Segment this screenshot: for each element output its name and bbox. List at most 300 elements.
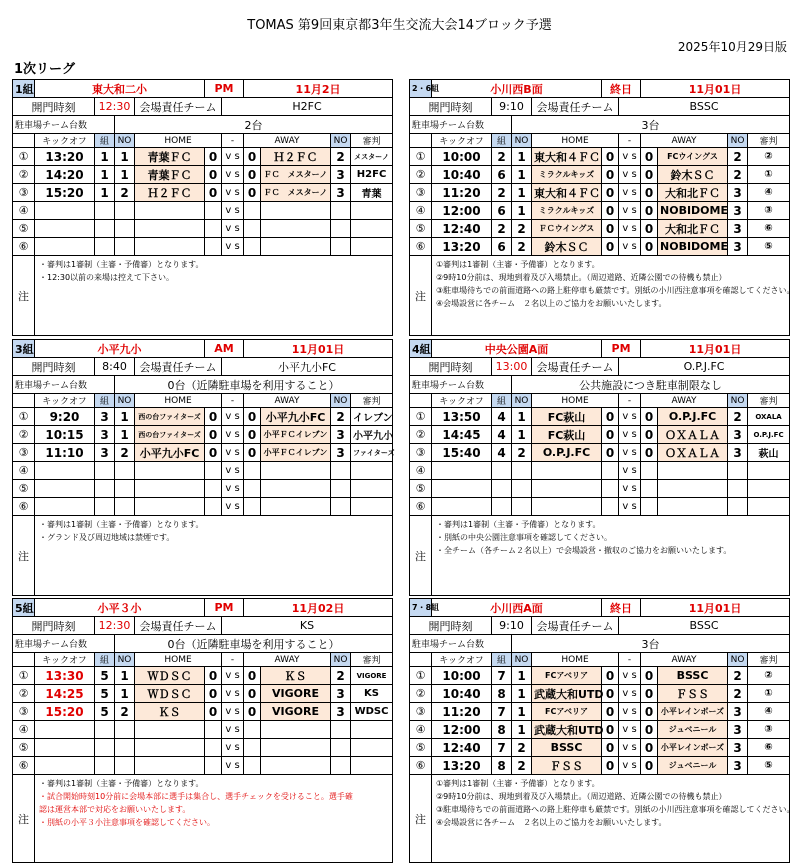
col-header-blank <box>13 653 35 667</box>
vs-separator: v s <box>222 685 244 703</box>
home-team-no: 2 <box>512 739 532 757</box>
referee-team <box>748 462 790 480</box>
round-number: ⑥ <box>13 498 35 516</box>
col-header-dash: - <box>619 653 641 667</box>
away-score <box>244 220 261 238</box>
away-team <box>658 462 728 480</box>
col-header-home: HOME <box>135 653 222 667</box>
away-team <box>261 238 331 256</box>
referee-team: ③ <box>748 202 790 220</box>
away-team-no: 3 <box>331 184 351 202</box>
open-time-label: 開門時刻 <box>13 358 95 376</box>
group-number: 8 <box>492 685 512 703</box>
parking-label: 駐車場チーム台数 <box>410 116 512 134</box>
home-score <box>205 721 222 739</box>
referee-team: ① <box>748 166 790 184</box>
match-row <box>410 238 790 256</box>
vs-separator: v s <box>222 166 244 184</box>
col-header-home: HOME <box>532 394 619 408</box>
round-number: ⑤ <box>410 739 432 757</box>
home-team: 武蔵大和UTD <box>532 721 602 739</box>
referee-team <box>351 480 393 498</box>
home-team: O.P.J.FC <box>532 444 602 462</box>
away-team: VIGORE <box>261 685 331 703</box>
home-score: 0 <box>602 408 619 426</box>
col-header-away-no: NO <box>331 134 351 148</box>
home-team: 小平九小FC <box>135 444 205 462</box>
group-label: 2・6組 <box>410 80 432 98</box>
parking-value: 2台 <box>115 116 393 134</box>
note-line: ・試合開始時刻10分前に会場本部に選手は集合し、選手チェックを受けること。選手確 <box>39 792 353 801</box>
col-header-home: HOME <box>135 394 222 408</box>
round-number: ⑥ <box>13 757 35 775</box>
match-date: 11月01日 <box>641 340 790 358</box>
col-header-away: AWAY <box>641 134 728 148</box>
open-time-label: 開門時刻 <box>13 98 95 116</box>
away-team-no: 3 <box>331 426 351 444</box>
home-team-no <box>115 721 135 739</box>
round-number: ② <box>410 685 432 703</box>
open-time-value: 8:40 <box>95 358 135 376</box>
kickoff-time: 10:15 <box>35 426 95 444</box>
home-team-no <box>115 739 135 757</box>
away-team: 大和北ＦＣ <box>658 220 728 238</box>
match-row <box>410 444 790 462</box>
away-team-no: 2 <box>728 166 748 184</box>
referee-team <box>351 757 393 775</box>
match-date: 11月01日 <box>641 80 790 98</box>
venue-name: 中央公園A面 <box>432 340 602 358</box>
notes <box>432 256 795 336</box>
referee-team: ③ <box>748 721 790 739</box>
away-team <box>261 757 331 775</box>
kickoff-time: 10:00 <box>432 667 492 685</box>
round-number: ⑥ <box>410 757 432 775</box>
home-team-no <box>115 238 135 256</box>
match-row <box>410 739 790 757</box>
notes-label: 注 <box>410 256 432 336</box>
away-team: Ｈ２ＦＣ <box>261 148 331 166</box>
referee-team: ⑤ <box>748 757 790 775</box>
parking-value: 0台（近隣駐車場を利用すること） <box>115 376 393 394</box>
col-header-away-no: NO <box>728 394 748 408</box>
vs-separator: v s <box>619 426 641 444</box>
col-header-away-no: NO <box>331 653 351 667</box>
away-score: 0 <box>641 148 658 166</box>
home-score: 0 <box>602 757 619 775</box>
note-line: ・別紙の中央公園注意事項を確認してください。 <box>436 533 612 542</box>
kickoff-time: 11:20 <box>432 184 492 202</box>
group-number <box>95 498 115 516</box>
match-row <box>410 184 790 202</box>
away-team-no: 3 <box>728 721 748 739</box>
match-row <box>13 238 393 256</box>
home-team <box>135 498 205 516</box>
round-number: ① <box>13 408 35 426</box>
home-team: 西の台ファイターズ <box>135 408 205 426</box>
kickoff-time: 9:20 <box>35 408 95 426</box>
away-team-no: 2 <box>331 408 351 426</box>
open-time-label: 開門時刻 <box>410 617 492 635</box>
group-number: 5 <box>95 667 115 685</box>
vs-separator: v s <box>619 721 641 739</box>
notes <box>432 516 790 596</box>
manager-team-label: 会場責任チーム <box>135 617 222 635</box>
home-score: 0 <box>205 667 222 685</box>
match-date: 11月01日 <box>244 340 393 358</box>
away-team-no: 2 <box>331 667 351 685</box>
notes <box>35 516 393 596</box>
vs-separator: v s <box>619 480 641 498</box>
home-team-no: 1 <box>115 148 135 166</box>
home-team-no: 1 <box>115 166 135 184</box>
away-team-no <box>331 739 351 757</box>
round-number: ⑥ <box>410 238 432 256</box>
home-score <box>602 480 619 498</box>
home-score <box>205 480 222 498</box>
away-team-no <box>331 480 351 498</box>
away-score: 0 <box>641 220 658 238</box>
match-row <box>410 685 790 703</box>
away-score: 0 <box>641 426 658 444</box>
referee-team: 青葉 <box>351 184 393 202</box>
manager-team-value: O.P.J.FC <box>619 358 790 376</box>
kickoff-time: 14:20 <box>35 166 95 184</box>
group-number <box>95 202 115 220</box>
match-row <box>13 408 393 426</box>
away-team <box>261 739 331 757</box>
note-line: ④会場設営に各チーム ２名以上のご協力をお願いいたします。 <box>436 299 667 308</box>
group-number: 5 <box>95 685 115 703</box>
away-team <box>261 202 331 220</box>
group-block <box>12 339 395 596</box>
venue-name: 小平３小 <box>35 599 205 617</box>
kickoff-time <box>35 757 95 775</box>
home-score: 0 <box>205 703 222 721</box>
home-team-no: 1 <box>512 148 532 166</box>
col-header-away-no: NO <box>728 134 748 148</box>
away-team-no: 2 <box>331 148 351 166</box>
away-score: 0 <box>244 685 261 703</box>
away-score: 0 <box>641 757 658 775</box>
kickoff-time <box>35 238 95 256</box>
home-team: 青葉ＦＣ <box>135 148 205 166</box>
away-score <box>244 739 261 757</box>
away-team: NOBIDOME <box>658 238 728 256</box>
home-team <box>135 238 205 256</box>
vs-separator: v s <box>619 703 641 721</box>
col-header-ref: 審判 <box>748 394 790 408</box>
note-line: ①審判は1審制（主審・予備審）となります。 <box>436 260 600 269</box>
away-team-no <box>728 498 748 516</box>
round-number: ② <box>13 685 35 703</box>
referee-team <box>748 498 790 516</box>
manager-team-label: 会場責任チーム <box>532 358 619 376</box>
col-header-blank <box>13 394 35 408</box>
away-team-no: 3 <box>728 444 748 462</box>
notes <box>35 256 393 336</box>
kickoff-time: 12:40 <box>432 739 492 757</box>
round-number: ③ <box>13 444 35 462</box>
match-row <box>13 703 393 721</box>
home-team-no: 1 <box>512 426 532 444</box>
home-team: 鈴木ＳＣ <box>532 238 602 256</box>
away-team: FCウイングス <box>658 148 728 166</box>
match-date: 11月2日 <box>244 80 393 98</box>
kickoff-time: 13:50 <box>432 408 492 426</box>
home-score: 0 <box>602 685 619 703</box>
col-header-no: NO <box>512 134 532 148</box>
away-score <box>244 757 261 775</box>
kickoff-time: 10:40 <box>432 685 492 703</box>
referee-team: メスターノ <box>351 148 393 166</box>
group-number <box>95 480 115 498</box>
vs-separator: v s <box>222 184 244 202</box>
away-team-no <box>728 462 748 480</box>
round-number: ④ <box>410 202 432 220</box>
away-score: 0 <box>244 703 261 721</box>
vs-separator: v s <box>619 202 641 220</box>
match-row <box>13 462 393 480</box>
away-score: 0 <box>641 667 658 685</box>
referee-team: 萩山 <box>748 444 790 462</box>
home-score <box>205 739 222 757</box>
away-score <box>244 202 261 220</box>
parking-label: 駐車場チーム台数 <box>410 635 512 653</box>
session-period: PM <box>602 340 641 358</box>
away-score: 0 <box>641 703 658 721</box>
round-number: ⑤ <box>13 480 35 498</box>
home-score: 0 <box>602 148 619 166</box>
match-row <box>410 721 790 739</box>
away-team-no: 2 <box>728 685 748 703</box>
col-header-dash: - <box>619 134 641 148</box>
home-team <box>532 462 602 480</box>
away-score <box>244 721 261 739</box>
referee-team <box>351 220 393 238</box>
home-score: 0 <box>205 426 222 444</box>
match-row <box>13 739 393 757</box>
manager-team-label: 会場責任チーム <box>135 358 222 376</box>
home-team <box>135 220 205 238</box>
referee-team: ⑥ <box>748 220 790 238</box>
vs-separator: v s <box>222 408 244 426</box>
home-team: FC萩山 <box>532 426 602 444</box>
round-number: ③ <box>410 184 432 202</box>
kickoff-time <box>35 220 95 238</box>
home-team: 東大和４ＦＣ <box>532 184 602 202</box>
col-header-group: 組 <box>492 653 512 667</box>
home-team <box>135 739 205 757</box>
away-score: 0 <box>244 667 261 685</box>
round-number: ② <box>410 166 432 184</box>
vs-separator: v s <box>619 685 641 703</box>
away-score: 0 <box>641 685 658 703</box>
home-team-no: 1 <box>115 685 135 703</box>
group-block <box>409 79 795 336</box>
away-team: ジュベニール <box>658 721 728 739</box>
note-line: ④会場設営に各チーム ２名以上のご協力をお願いいたします。 <box>436 818 667 827</box>
group-label: 7・8組 <box>410 599 432 617</box>
manager-team-value: KS <box>222 617 393 635</box>
away-score: 0 <box>641 166 658 184</box>
away-team <box>261 462 331 480</box>
group-number: 3 <box>95 444 115 462</box>
group-number: 3 <box>95 426 115 444</box>
home-team: FCアベリア <box>532 703 602 721</box>
parking-value: 公共施設につき駐車制限なし <box>512 376 790 394</box>
group-block <box>409 339 789 596</box>
note-line: ・審判は1審制（主審・予備審）となります。 <box>436 520 601 529</box>
home-score <box>205 220 222 238</box>
away-team: ＯＸＡＬＡ <box>658 444 728 462</box>
note-line: ②9時10分前は、現地到着及び入場禁止。（周辺道路、近隣公園での待機も禁止） <box>436 792 727 801</box>
referee-team: WDSC <box>351 703 393 721</box>
match-date: 11月02日 <box>244 599 393 617</box>
home-team-no: 2 <box>115 184 135 202</box>
round-number: ① <box>410 148 432 166</box>
away-team-no <box>331 202 351 220</box>
away-score <box>244 238 261 256</box>
kickoff-time <box>35 462 95 480</box>
group-number: 1 <box>95 148 115 166</box>
away-score <box>641 480 658 498</box>
referee-team: H2FC <box>351 166 393 184</box>
match-row <box>13 166 393 184</box>
away-team: BSSC <box>658 667 728 685</box>
round-number: ③ <box>13 184 35 202</box>
home-score <box>205 202 222 220</box>
parking-label: 駐車場チーム台数 <box>410 376 512 394</box>
match-row <box>13 721 393 739</box>
col-header-no: NO <box>115 653 135 667</box>
home-team-no <box>115 498 135 516</box>
version-date: 2025年10月29日版 <box>677 40 787 54</box>
home-score <box>602 498 619 516</box>
away-team: NOBIDOME <box>658 202 728 220</box>
away-score: 0 <box>641 238 658 256</box>
match-row <box>410 703 790 721</box>
home-team-no <box>115 220 135 238</box>
home-team-no: 1 <box>512 667 532 685</box>
col-header-group: 組 <box>95 134 115 148</box>
home-team-no: 2 <box>512 238 532 256</box>
col-header-kickoff: キックオフ <box>35 653 95 667</box>
match-row <box>410 480 790 498</box>
referee-team: ② <box>748 667 790 685</box>
kickoff-time: 13:20 <box>35 148 95 166</box>
referee-team <box>351 462 393 480</box>
home-team-no: 1 <box>115 408 135 426</box>
round-number: ③ <box>410 703 432 721</box>
manager-team-label: 会場責任チーム <box>532 617 619 635</box>
home-score <box>205 462 222 480</box>
note-line: ①審判は1審制（主審・予備審）となります。 <box>436 779 600 788</box>
group-number <box>95 757 115 775</box>
vs-separator: v s <box>222 703 244 721</box>
group-number: 5 <box>95 703 115 721</box>
col-header-home: HOME <box>135 134 222 148</box>
away-score: 0 <box>641 408 658 426</box>
group-number: 6 <box>492 238 512 256</box>
match-row <box>410 462 790 480</box>
session-period: PM <box>205 599 244 617</box>
home-team-no: 1 <box>512 166 532 184</box>
referee-team: ④ <box>748 184 790 202</box>
kickoff-time <box>35 202 95 220</box>
group-label: 5組 <box>13 599 35 617</box>
col-header-away-no: NO <box>331 394 351 408</box>
home-score: 0 <box>602 721 619 739</box>
vs-separator: v s <box>619 148 641 166</box>
home-team-no: 2 <box>512 444 532 462</box>
kickoff-time: 12:40 <box>432 220 492 238</box>
open-time-value: 9:10 <box>492 617 532 635</box>
round-number: ③ <box>410 444 432 462</box>
match-row <box>13 667 393 685</box>
home-score: 0 <box>602 184 619 202</box>
referee-team: ② <box>748 148 790 166</box>
round-number: ① <box>13 148 35 166</box>
round-number: ⑤ <box>13 739 35 757</box>
away-team: ジュベニール <box>658 757 728 775</box>
home-team: ＫＳ <box>135 703 205 721</box>
away-team: 小平ＦＣイレブン <box>261 444 331 462</box>
round-number: ④ <box>410 721 432 739</box>
manager-team-label: 会場責任チーム <box>135 98 222 116</box>
col-header-ref: 審判 <box>351 134 393 148</box>
match-row <box>13 444 393 462</box>
away-score: 0 <box>244 166 261 184</box>
home-team-no: 2 <box>512 757 532 775</box>
home-team: FCアベリア <box>532 667 602 685</box>
kickoff-time: 12:00 <box>432 202 492 220</box>
match-row <box>13 184 393 202</box>
col-header-kickoff: キックオフ <box>432 653 492 667</box>
away-team-no: 2 <box>728 667 748 685</box>
vs-separator: v s <box>222 757 244 775</box>
session-period: PM <box>205 80 244 98</box>
away-team-no: 3 <box>331 703 351 721</box>
home-team: ＷＤＳＣ <box>135 667 205 685</box>
away-team-no: 2 <box>728 148 748 166</box>
home-score <box>205 498 222 516</box>
kickoff-time: 15:20 <box>35 184 95 202</box>
away-score <box>641 498 658 516</box>
match-row <box>13 498 393 516</box>
home-score: 0 <box>205 166 222 184</box>
kickoff-time: 13:20 <box>432 757 492 775</box>
col-header-kickoff: キックオフ <box>432 394 492 408</box>
away-score: 0 <box>641 444 658 462</box>
home-team: FC萩山 <box>532 408 602 426</box>
round-number: ① <box>410 667 432 685</box>
away-team-no: 3 <box>728 757 748 775</box>
round-number: ① <box>13 667 35 685</box>
round-number: ④ <box>13 462 35 480</box>
away-score <box>641 462 658 480</box>
away-team-no <box>728 480 748 498</box>
col-header-no: NO <box>115 134 135 148</box>
match-row <box>13 426 393 444</box>
col-header-dash: - <box>222 134 244 148</box>
group-number: 1 <box>95 184 115 202</box>
match-row <box>410 148 790 166</box>
home-team <box>135 202 205 220</box>
home-team <box>135 757 205 775</box>
kickoff-time: 13:20 <box>432 238 492 256</box>
col-header-kickoff: キックオフ <box>35 394 95 408</box>
